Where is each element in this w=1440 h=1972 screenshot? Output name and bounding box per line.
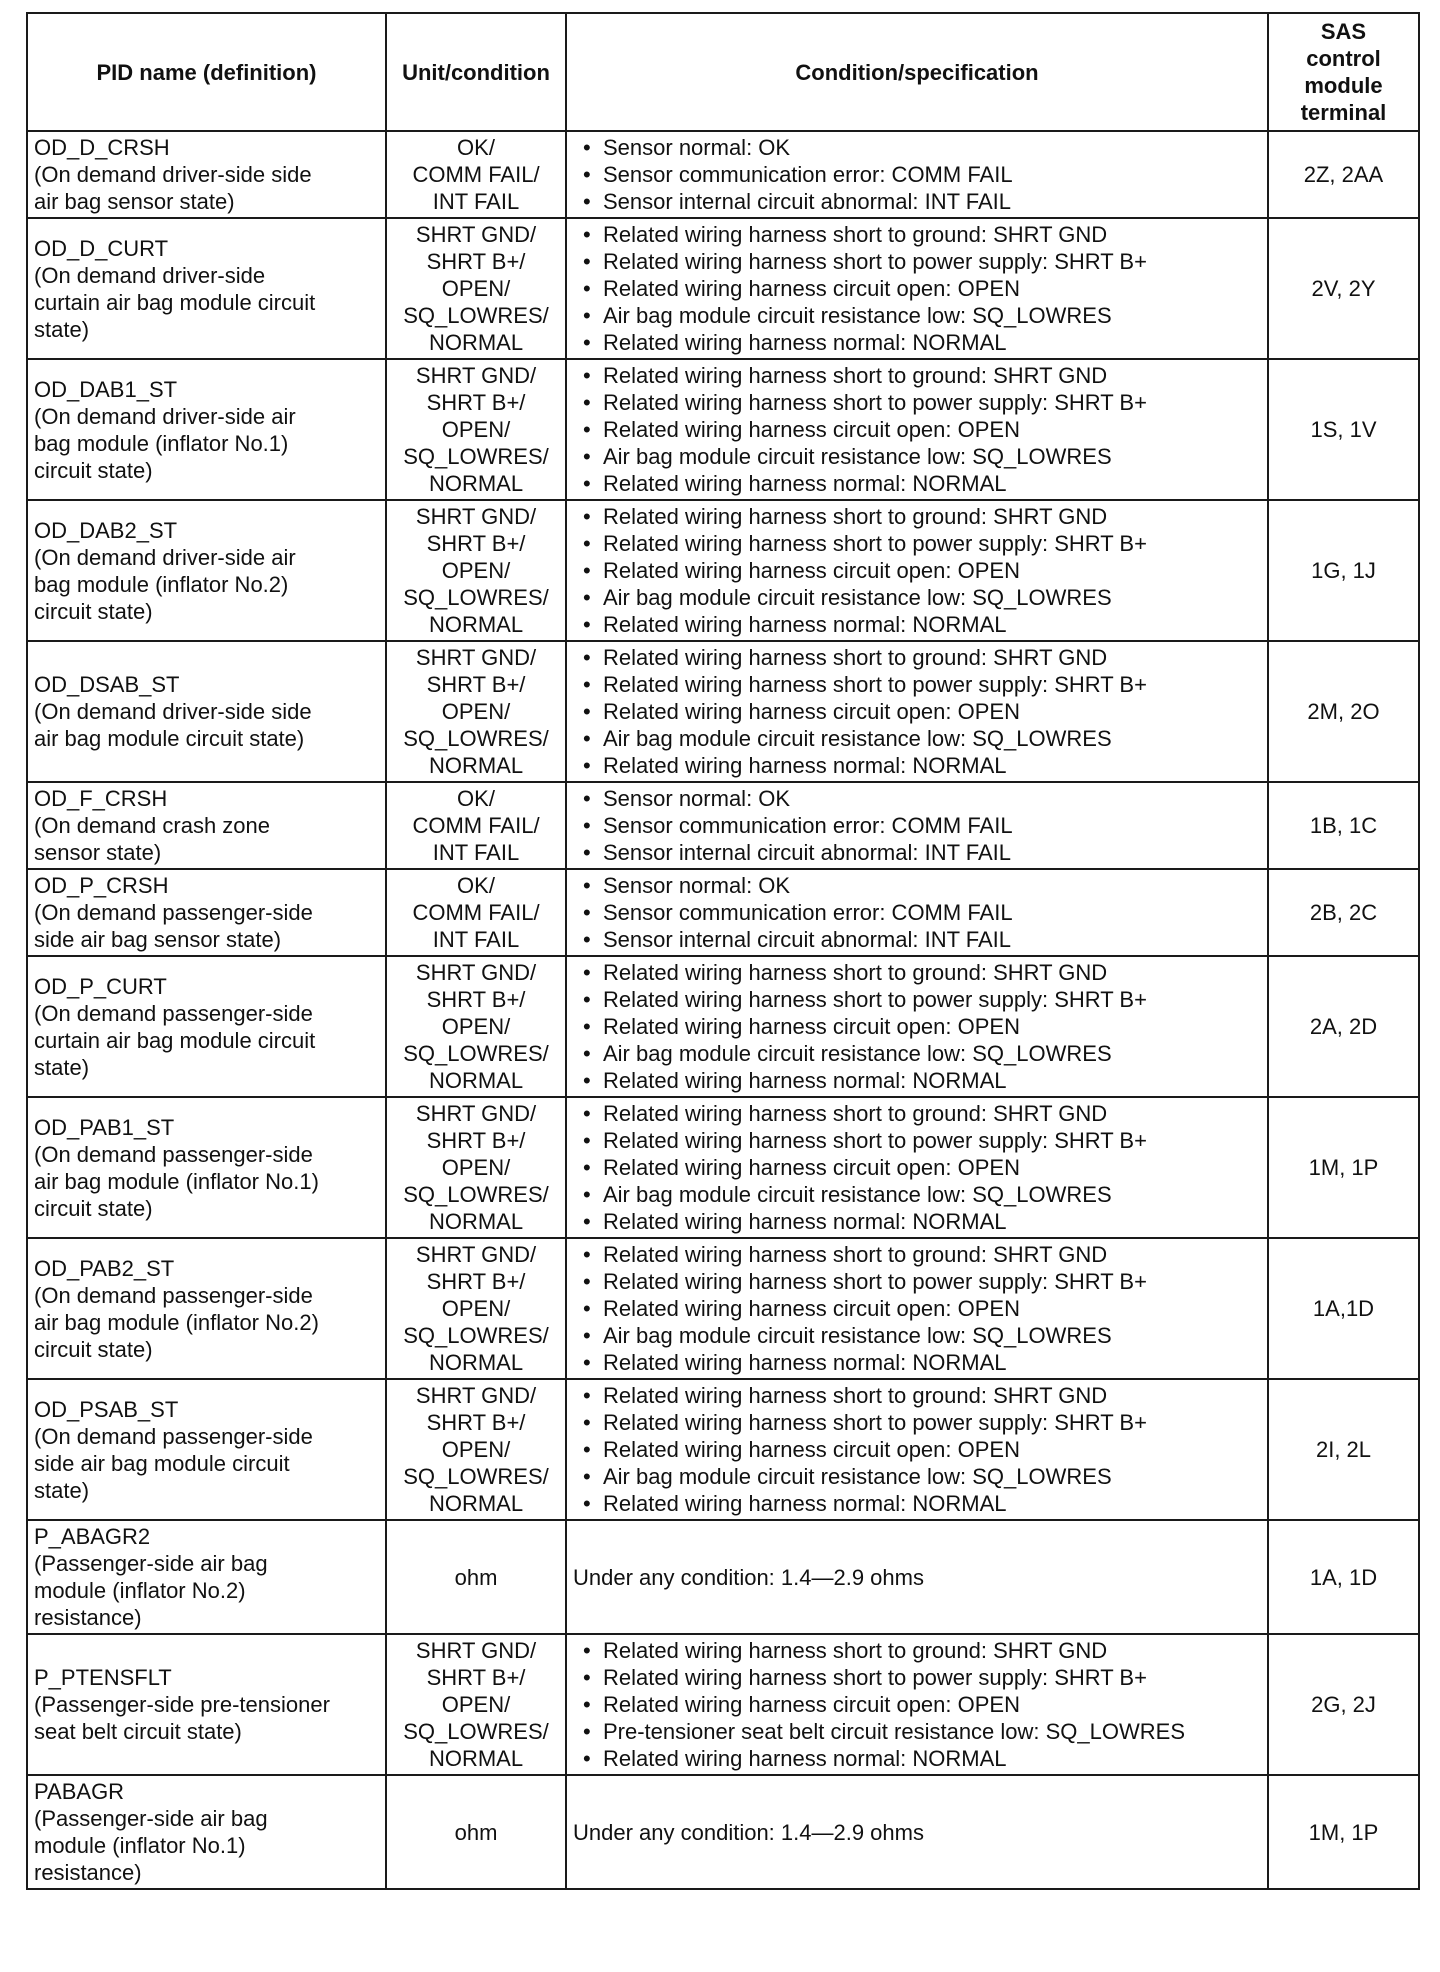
unit-line: INT FAIL [432,189,520,214]
pid-name: P_ABAGR2 [34,1524,151,1549]
condition-item: • Air bag module circuit resistance low: SQ_LOWRES [573,725,1261,752]
pid-definition-line: side air bag sensor state) [34,927,282,952]
unit-line: NORMAL [428,1068,524,1093]
unit-line: INT FAIL [432,927,520,952]
pid-name: OD_D_CRSH [34,135,170,160]
pid-definition-line: bag module (inflator No.1) [34,430,289,456]
unit-cell [386,1775,566,1889]
pid-definition-line: curtain air bag module circuit [34,289,316,315]
condition-cell [566,1238,1268,1379]
pid-definition-line: air bag module (inflator No.1) [34,1168,319,1194]
condition-item: • Air bag module circuit resistance low: SQ_LOWRES [573,1040,1261,1067]
condition-item: • Related wiring harness short to power supply: SHRT B+ [573,986,1261,1013]
unit-line: ohm [454,1564,498,1590]
condition-item: • Sensor normal: OK [573,872,1261,899]
terminal-cell: 1S, 1V [1268,359,1419,500]
condition-cell [566,218,1268,359]
unit-line: SHRT GND/ [415,363,537,388]
unit-line: SHRT GND/ [415,222,537,247]
terminal-cell: 2G, 2J [1268,1634,1419,1775]
table-row [27,1520,1419,1634]
condition-item: • Air bag module circuit resistance low: SQ_LOWRES [573,1322,1261,1349]
unit-line: SHRT GND/ [415,504,537,529]
condition-item: • Sensor communication error: COMM FAIL [573,161,1261,188]
condition-list [573,503,1261,638]
condition-item: • Related wiring harness circuit open: OPEN [573,1691,1261,1718]
pid-cell [27,956,386,1097]
condition-item: • Sensor normal: OK [573,134,1261,161]
pid-definition-line: bag module (inflator No.2) [34,571,289,597]
table-row [27,641,1419,782]
pid-name: OD_DSAB_ST [34,672,180,697]
condition-list [573,221,1261,356]
condition-text: Under any condition: 1.4—2.9 ohms [573,1819,924,1845]
pid-definition-line: (On demand passenger-side [34,1423,313,1449]
condition-item: • Related wiring harness circuit open: OPEN [573,1436,1261,1463]
unit-line: OK/ [457,873,495,898]
condition-list [573,872,1261,953]
table-row [27,500,1419,641]
unit-line: NORMAL [428,1746,524,1771]
terminal-cell: 2V, 2Y [1268,218,1419,359]
condition-item: • Related wiring harness short to ground: SHRT GND [573,1100,1261,1127]
header-terminal-line: module [1304,73,1383,98]
unit-line: OPEN/ [441,276,511,301]
unit-line: SQ_LOWRES/ [403,726,549,751]
unit-line: SHRT B+/ [426,1665,526,1690]
pid-cell [27,131,386,218]
pid-definition-line: air bag module circuit state) [34,726,305,751]
condition-item: • Related wiring harness circuit open: OPEN [573,557,1261,584]
condition-item: • Related wiring harness short to ground: SHRT GND [573,221,1261,248]
pid-definition-line: (Passenger-side pre-tensioner [34,1692,330,1717]
condition-cell [566,956,1268,1097]
unit-line: SHRT B+/ [426,249,526,274]
unit-cell [386,1238,566,1379]
condition-item: • Related wiring harness normal: NORMAL [573,470,1261,497]
condition-cell [566,359,1268,500]
unit-cell [386,500,566,641]
unit-cell [386,869,566,956]
pid-cell [27,1634,386,1775]
condition-item: • Related wiring harness short to ground: SHRT GND [573,1241,1261,1268]
terminal-cell: 2B, 2C [1268,869,1419,956]
terminal-cell: 1A, 1D [1268,1520,1419,1634]
pid-definition-line: circuit state) [34,1336,153,1362]
pid-cell [27,359,386,500]
unit-cell [386,131,566,218]
unit-line: SHRT GND/ [415,1638,537,1663]
pid-name: OD_PAB2_ST [34,1255,175,1281]
condition-item: • Sensor internal circuit abnormal: INT FAIL [573,926,1261,953]
table-row [27,1775,1419,1889]
pid-definition-line: air bag sensor state) [34,189,235,214]
table-row [27,956,1419,1097]
pid-definition-line: (On demand passenger-side [34,1000,313,1026]
condition-list [573,362,1261,497]
header-terminal [1268,13,1419,131]
unit-line: SQ_LOWRES/ [403,1182,549,1207]
unit-line: NORMAL [428,471,524,496]
unit-line: SQ_LOWRES/ [403,1464,549,1489]
pid-definition-line: module (inflator No.2) [34,1578,246,1603]
table-row [27,1097,1419,1238]
unit-line: NORMAL [428,1491,524,1516]
unit-line: OPEN/ [441,1014,511,1039]
unit-line: SHRT B+/ [426,531,526,556]
unit-line: OPEN/ [441,1155,511,1180]
condition-item: • Related wiring harness short to power supply: SHRT B+ [573,248,1261,275]
unit-line: COMM FAIL/ [412,813,540,838]
unit-line: INT FAIL [432,840,520,865]
condition-item: • Related wiring harness circuit open: OPEN [573,416,1261,443]
condition-item: • Related wiring harness normal: NORMAL [573,1349,1261,1376]
pid-definition-line: state) [34,316,90,342]
condition-item: • Related wiring harness circuit open: OPEN [573,1013,1261,1040]
unit-line: NORMAL [428,612,524,637]
condition-item: • Air bag module circuit resistance low: SQ_LOWRES [573,1181,1261,1208]
terminal-cell: 2A, 2D [1268,956,1419,1097]
pid-cell [27,869,386,956]
condition-cell [566,782,1268,869]
unit-cell [386,956,566,1097]
pid-definition-line: (On demand driver-side air [34,544,296,570]
pid-definition-line: (On demand driver-side [34,262,266,288]
unit-line: NORMAL [428,1209,524,1234]
pid-cell [27,782,386,869]
table-row [27,1238,1419,1379]
pid-definition-line: (On demand passenger-side [34,900,313,925]
condition-item: • Related wiring harness short to power supply: SHRT B+ [573,1409,1261,1436]
pid-cell [27,1775,386,1889]
pid-definition-line: (On demand passenger-side [34,1141,313,1167]
unit-cell [386,641,566,782]
unit-cell [386,218,566,359]
pid-definition-line: state) [34,1054,90,1080]
unit-line: SQ_LOWRES/ [403,444,549,469]
condition-item: • Sensor communication error: COMM FAIL [573,899,1261,926]
terminal-cell: 1A,1D [1268,1238,1419,1379]
header-pid-name: PID name (definition) [27,13,386,131]
condition-item: • Related wiring harness circuit open: OPEN [573,1154,1261,1181]
condition-list [573,959,1261,1094]
unit-line: OK/ [457,786,495,811]
terminal-cell: 1G, 1J [1268,500,1419,641]
unit-line: OPEN/ [441,1692,511,1717]
condition-list [573,1382,1261,1517]
unit-line: SQ_LOWRES/ [403,303,549,328]
pid-definition-line: curtain air bag module circuit [34,1027,316,1053]
unit-line: SHRT GND/ [415,645,537,670]
condition-text: Under any condition: 1.4—2.9 ohms [573,1564,924,1590]
pid-definition-line: air bag module (inflator No.2) [34,1309,319,1335]
unit-line: SHRT B+/ [426,987,526,1012]
condition-list [573,644,1261,779]
condition-item: • Pre-tensioner seat belt circuit resistance low: SQ_LOWRES [573,1718,1261,1745]
unit-line: SHRT B+/ [426,390,526,415]
condition-list [573,785,1261,866]
condition-cell [566,1097,1268,1238]
pid-name: OD_D_CURT [34,235,169,261]
condition-item: • Related wiring harness normal: NORMAL [573,329,1261,356]
condition-cell [566,1634,1268,1775]
unit-line: SHRT B+/ [426,1269,526,1294]
condition-item: • Related wiring harness short to power supply: SHRT B+ [573,389,1261,416]
pid-definition-line: seat belt circuit state) [34,1719,242,1744]
pid-name: P_PTENSFLT [34,1665,172,1690]
condition-cell [566,1775,1268,1889]
pid-definition-line: module (inflator No.1) [34,1833,246,1858]
condition-item: • Related wiring harness normal: NORMAL [573,1208,1261,1235]
unit-line: OK/ [457,135,495,160]
unit-cell [386,782,566,869]
condition-item: • Related wiring harness short to ground: SHRT GND [573,1382,1261,1409]
pid-cell [27,500,386,641]
header-row [27,13,1419,131]
terminal-cell: 2M, 2O [1268,641,1419,782]
unit-line: OPEN/ [441,558,511,583]
condition-item: • Related wiring harness short to ground: SHRT GND [573,959,1261,986]
condition-item: • Sensor internal circuit abnormal: INT FAIL [573,839,1261,866]
unit-cell [386,359,566,500]
condition-item: • Related wiring harness short to ground: SHRT GND [573,503,1261,530]
unit-line: SHRT B+/ [426,672,526,697]
header-terminal-line: control [1306,46,1381,71]
pid-name: OD_P_CURT [34,973,167,999]
pid-name: PABAGR [34,1779,125,1804]
condition-list [573,1100,1261,1235]
condition-item: • Related wiring harness short to power supply: SHRT B+ [573,1268,1261,1295]
pid-definition-line: sensor state) [34,840,162,865]
unit-line: OPEN/ [441,1437,511,1462]
pid-cell [27,1520,386,1634]
condition-list [573,1637,1261,1772]
pid-definition-line: circuit state) [34,598,153,624]
unit-line: SHRT GND/ [415,1383,537,1408]
header-unit-condition: Unit/condition [386,13,566,131]
condition-item: • Air bag module circuit resistance low: SQ_LOWRES [573,584,1261,611]
condition-cell [566,500,1268,641]
unit-line: SQ_LOWRES/ [403,1719,549,1744]
condition-list [573,134,1261,215]
unit-line: COMM FAIL/ [412,162,540,187]
unit-cell [386,1520,566,1634]
table-row [27,869,1419,956]
condition-item: • Related wiring harness short to power supply: SHRT B+ [573,530,1261,557]
condition-item: • Air bag module circuit resistance low: SQ_LOWRES [573,443,1261,470]
condition-item: • Related wiring harness circuit open: OPEN [573,275,1261,302]
pid-cell [27,1238,386,1379]
condition-item: • Related wiring harness short to power supply: SHRT B+ [573,671,1261,698]
condition-item: • Sensor communication error: COMM FAIL [573,812,1261,839]
pid-specification-table [26,12,1420,1890]
condition-cell [566,1520,1268,1634]
pid-name: OD_P_CRSH [34,873,169,898]
unit-cell [386,1634,566,1775]
terminal-cell: 2Z, 2AA [1268,131,1419,218]
condition-item: • Related wiring harness normal: NORMAL [573,1745,1261,1772]
table-row [27,218,1419,359]
unit-line: SHRT B+/ [426,1128,526,1153]
pid-name: OD_PAB1_ST [34,1114,175,1140]
terminal-cell: 1B, 1C [1268,782,1419,869]
pid-definition-line: resistance) [34,1605,142,1630]
condition-item: • Related wiring harness circuit open: OPEN [573,1295,1261,1322]
unit-cell [386,1097,566,1238]
unit-line: NORMAL [428,330,524,355]
condition-item: • Related wiring harness normal: NORMAL [573,611,1261,638]
header-condition-specification: Condition/specification [566,13,1268,131]
pid-definition-line: state) [34,1477,90,1503]
unit-line: COMM FAIL/ [412,900,540,925]
condition-item: • Related wiring harness normal: NORMAL [573,1067,1261,1094]
unit-line: SQ_LOWRES/ [403,1041,549,1066]
pid-definition-line: resistance) [34,1860,142,1885]
table-body [27,131,1419,1889]
pid-definition-line: (Passenger-side air bag [34,1551,268,1576]
pid-cell [27,218,386,359]
unit-line: NORMAL [428,1350,524,1375]
pid-cell [27,641,386,782]
pid-name: OD_DAB2_ST [34,517,178,543]
unit-line: OPEN/ [441,1296,511,1321]
pid-definition-line: (On demand driver-side air [34,403,296,429]
pid-definition-line: (On demand passenger-side [34,1282,313,1308]
condition-item: • Related wiring harness short to ground: SHRT GND [573,1637,1261,1664]
condition-item: • Air bag module circuit resistance low: SQ_LOWRES [573,302,1261,329]
condition-item: • Air bag module circuit resistance low: SQ_LOWRES [573,1463,1261,1490]
pid-cell [27,1379,386,1520]
condition-item: • Related wiring harness short to power supply: SHRT B+ [573,1664,1261,1691]
condition-item: • Related wiring harness normal: NORMAL [573,1490,1261,1517]
condition-item: • Related wiring harness short to ground: SHRT GND [573,644,1261,671]
pid-name: OD_DAB1_ST [34,376,178,402]
condition-item: • Sensor normal: OK [573,785,1261,812]
table-row [27,359,1419,500]
unit-line: NORMAL [428,753,524,778]
unit-line: SHRT GND/ [415,960,537,985]
pid-definition-line: (On demand driver-side side [34,699,312,724]
pid-cell [27,1097,386,1238]
condition-cell [566,1379,1268,1520]
header-terminal-line: SAS [1320,19,1367,44]
pid-definition-line: circuit state) [34,457,153,483]
unit-line: OPEN/ [441,417,511,442]
condition-item: • Sensor internal circuit abnormal: INT FAIL [573,188,1261,215]
table-row [27,1379,1419,1520]
condition-list [573,1241,1261,1376]
terminal-cell: 2I, 2L [1268,1379,1419,1520]
unit-line: SHRT B+/ [426,1410,526,1435]
table-row [27,131,1419,218]
unit-line: OPEN/ [441,699,511,724]
pid-name: OD_F_CRSH [34,786,168,811]
unit-line: SQ_LOWRES/ [403,585,549,610]
condition-item: • Related wiring harness circuit open: OPEN [573,698,1261,725]
condition-cell [566,641,1268,782]
condition-cell [566,131,1268,218]
terminal-cell: 1M, 1P [1268,1775,1419,1889]
table-row [27,782,1419,869]
unit-line: SHRT GND/ [415,1242,537,1267]
terminal-cell: 1M, 1P [1268,1097,1419,1238]
pid-definition-line: circuit state) [34,1195,153,1221]
pid-definition-line: (Passenger-side air bag [34,1806,268,1831]
pid-definition-line: (On demand driver-side side [34,162,312,187]
condition-cell [566,869,1268,956]
table-row [27,1634,1419,1775]
header-terminal-line: terminal [1300,100,1387,125]
unit-line: SQ_LOWRES/ [403,1323,549,1348]
unit-line: SHRT GND/ [415,1101,537,1126]
unit-cell [386,1379,566,1520]
condition-item: • Related wiring harness short to ground: SHRT GND [573,362,1261,389]
condition-item: • Related wiring harness short to power supply: SHRT B+ [573,1127,1261,1154]
condition-item: • Related wiring harness normal: NORMAL [573,752,1261,779]
unit-line: ohm [454,1819,498,1845]
pid-name: OD_PSAB_ST [34,1396,179,1422]
pid-definition-line: (On demand crash zone [34,813,271,838]
pid-definition-line: side air bag module circuit [34,1450,290,1476]
